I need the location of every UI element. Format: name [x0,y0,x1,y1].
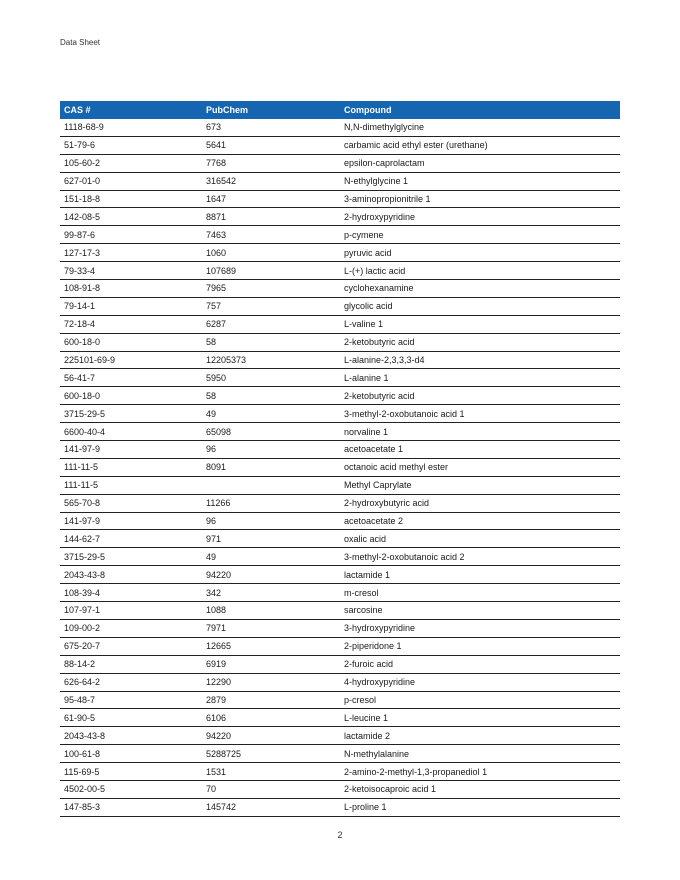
compound-cell: norvaline 1 [340,423,620,441]
compound-cell: acetoacetate 2 [340,512,620,530]
pubchem-cell: 12665 [202,637,340,655]
pubchem-cell: 94220 [202,727,340,745]
table-row [60,709,620,727]
compound-cell: epsilon-caprolactam [340,154,620,172]
compound-cell: L-leucine 1 [340,709,620,727]
cas-cell: 675-20-7 [60,637,202,655]
table-row [60,727,620,745]
cas-cell: 627-01-0 [60,172,202,190]
pubchem-cell: 96 [202,441,340,459]
pubchem-cell: 11266 [202,494,340,512]
cas-cell: 6600-40-4 [60,423,202,441]
cas-cell: 100-61-8 [60,745,202,763]
pubchem-cell: 316542 [202,172,340,190]
cas-cell: 1118-68-9 [60,119,202,136]
compound-cell: L-alanine-2,3,3,3-d4 [340,351,620,369]
compound-cell: 2-piperidone 1 [340,637,620,655]
column-header-compound: Compound [340,101,620,119]
compound-cell: lactamide 2 [340,727,620,745]
pubchem-cell: 7965 [202,280,340,298]
pubchem-cell: 1647 [202,190,340,208]
pubchem-cell: 58 [202,387,340,405]
pubchem-cell: 49 [202,405,340,423]
pubchem-cell: 58 [202,333,340,351]
table-row [60,745,620,763]
cas-cell: 600-18-0 [60,333,202,351]
pubchem-cell: 145742 [202,798,340,816]
table-row [60,512,620,530]
table-row [60,369,620,387]
cas-cell: 111-11-5 [60,476,202,494]
cas-cell: 115-69-5 [60,763,202,781]
compound-cell: m-cresol [340,584,620,602]
table-row [60,530,620,548]
table-row [60,315,620,333]
table-row [60,297,620,315]
pubchem-cell: 342 [202,584,340,602]
compound-cell: p-cymene [340,226,620,244]
compound-cell: 3-methyl-2-oxobutanoic acid 1 [340,405,620,423]
pubchem-cell: 757 [202,297,340,315]
table-row [60,208,620,226]
table-row [60,119,620,136]
table-row [60,244,620,262]
pubchem-cell: 49 [202,548,340,566]
cas-cell: 88-14-2 [60,655,202,673]
cas-cell: 2043-43-8 [60,727,202,745]
pubchem-cell: 96 [202,512,340,530]
table-row [60,637,620,655]
cas-cell: 4502-00-5 [60,780,202,798]
table-row [60,405,620,423]
compound-cell: N-methylalanine [340,745,620,763]
compound-cell: 2-hydroxypyridine [340,208,620,226]
cas-cell: 111-11-5 [60,458,202,476]
column-header-cas: CAS # [60,101,202,119]
pubchem-cell: 8871 [202,208,340,226]
table-row [60,548,620,566]
cas-cell: 151-18-8 [60,190,202,208]
cas-cell: 565-70-8 [60,494,202,512]
compound-cell: L-alanine 1 [340,369,620,387]
compound-cell: L-proline 1 [340,798,620,816]
table-row [60,798,620,816]
pubchem-cell: 1531 [202,763,340,781]
table-body [60,119,620,816]
pubchem-cell: 5288725 [202,745,340,763]
compound-cell: 2-amino-2-methyl-1,3-propanediol 1 [340,763,620,781]
table-row [60,619,620,637]
cas-cell: 51-79-6 [60,136,202,154]
pubchem-cell [202,476,340,494]
table-header-row [60,101,620,119]
column-header-pubchem: PubChem [202,101,340,119]
pubchem-cell: 94220 [202,566,340,584]
compound-cell: 4-hydroxypyridine [340,673,620,691]
cas-cell: 147-85-3 [60,798,202,816]
compound-cell: cyclohexanamine [340,280,620,298]
cas-cell: 127-17-3 [60,244,202,262]
table-row [60,566,620,584]
cas-cell: 225101-69-9 [60,351,202,369]
compound-cell: L-(+) lactic acid [340,262,620,280]
compound-cell: 2-ketobutyric acid [340,387,620,405]
table-row [60,655,620,673]
compound-cell: 3-methyl-2-oxobutanoic acid 2 [340,548,620,566]
table-row [60,763,620,781]
cas-cell: 2043-43-8 [60,566,202,584]
pubchem-cell: 5641 [202,136,340,154]
pubchem-cell: 70 [202,780,340,798]
table-row [60,458,620,476]
cas-cell: 105-60-2 [60,154,202,172]
cas-cell: 142-08-5 [60,208,202,226]
compound-table [60,101,620,817]
compound-cell: carbamic acid ethyl ester (urethane) [340,136,620,154]
compound-cell: acetoacetate 1 [340,441,620,459]
pubchem-cell: 7971 [202,619,340,637]
table-row [60,190,620,208]
page-number: 2 [337,830,343,840]
pubchem-cell: 673 [202,119,340,136]
table-row [60,333,620,351]
cas-cell: 56-41-7 [60,369,202,387]
cas-cell: 626-64-2 [60,673,202,691]
table-row [60,172,620,190]
running-header: Data Sheet [60,38,101,47]
cas-cell: 3715-29-5 [60,548,202,566]
table-row [60,136,620,154]
pubchem-cell: 7463 [202,226,340,244]
compound-cell: sarcosine [340,602,620,620]
cas-cell: 108-39-4 [60,584,202,602]
compound-cell: pyruvic acid [340,244,620,262]
compound-cell: octanoic acid methyl ester [340,458,620,476]
cas-cell: 141-97-9 [60,441,202,459]
pubchem-cell: 5950 [202,369,340,387]
compound-cell: oxalic acid [340,530,620,548]
compound-cell: N-ethylglycine 1 [340,172,620,190]
table-row [60,691,620,709]
table-row [60,476,620,494]
compound-cell: 2-ketoisocaproic acid 1 [340,780,620,798]
table-row [60,602,620,620]
compound-cell: Methyl Caprylate [340,476,620,494]
pubchem-cell: 1060 [202,244,340,262]
compound-cell: 2-furoic acid [340,655,620,673]
table-row [60,780,620,798]
pubchem-cell: 107689 [202,262,340,280]
pubchem-cell: 6919 [202,655,340,673]
pubchem-cell: 6287 [202,315,340,333]
cas-cell: 107-97-1 [60,602,202,620]
pubchem-cell: 1088 [202,602,340,620]
compound-cell: N,N-dimethylglycine [340,119,620,136]
cas-cell: 72-18-4 [60,315,202,333]
cas-cell: 141-97-9 [60,512,202,530]
cas-cell: 3715-29-5 [60,405,202,423]
table-row [60,387,620,405]
cas-cell: 600-18-0 [60,387,202,405]
pubchem-cell: 12205373 [202,351,340,369]
pubchem-cell: 65098 [202,423,340,441]
pubchem-cell: 7768 [202,154,340,172]
compound-cell: p-cresol [340,691,620,709]
table-row [60,494,620,512]
table-row [60,226,620,244]
table-row [60,280,620,298]
pubchem-cell: 6106 [202,709,340,727]
cas-cell: 99-87-6 [60,226,202,244]
compound-cell: 2-ketobutyric acid [340,333,620,351]
pubchem-cell: 2879 [202,691,340,709]
compound-cell: 3-hydroxypyridine [340,619,620,637]
compound-cell: L-valine 1 [340,315,620,333]
table-row [60,441,620,459]
compound-cell: lactamide 1 [340,566,620,584]
cas-cell: 109-00-2 [60,619,202,637]
compound-cell: 3-aminopropionitrile 1 [340,190,620,208]
cas-cell: 108-91-8 [60,280,202,298]
cas-cell: 61-90-5 [60,709,202,727]
table-row [60,584,620,602]
table-row [60,673,620,691]
pubchem-cell: 8091 [202,458,340,476]
cas-cell: 95-48-7 [60,691,202,709]
cas-cell: 79-33-4 [60,262,202,280]
table-row [60,351,620,369]
cas-cell: 79-14-1 [60,297,202,315]
pubchem-cell: 12290 [202,673,340,691]
pubchem-cell: 971 [202,530,340,548]
compound-cell: 2-hydroxybutyric acid [340,494,620,512]
table-row [60,154,620,172]
table-row [60,423,620,441]
compound-cell: glycolic acid [340,297,620,315]
cas-cell: 144-62-7 [60,530,202,548]
table-row [60,262,620,280]
